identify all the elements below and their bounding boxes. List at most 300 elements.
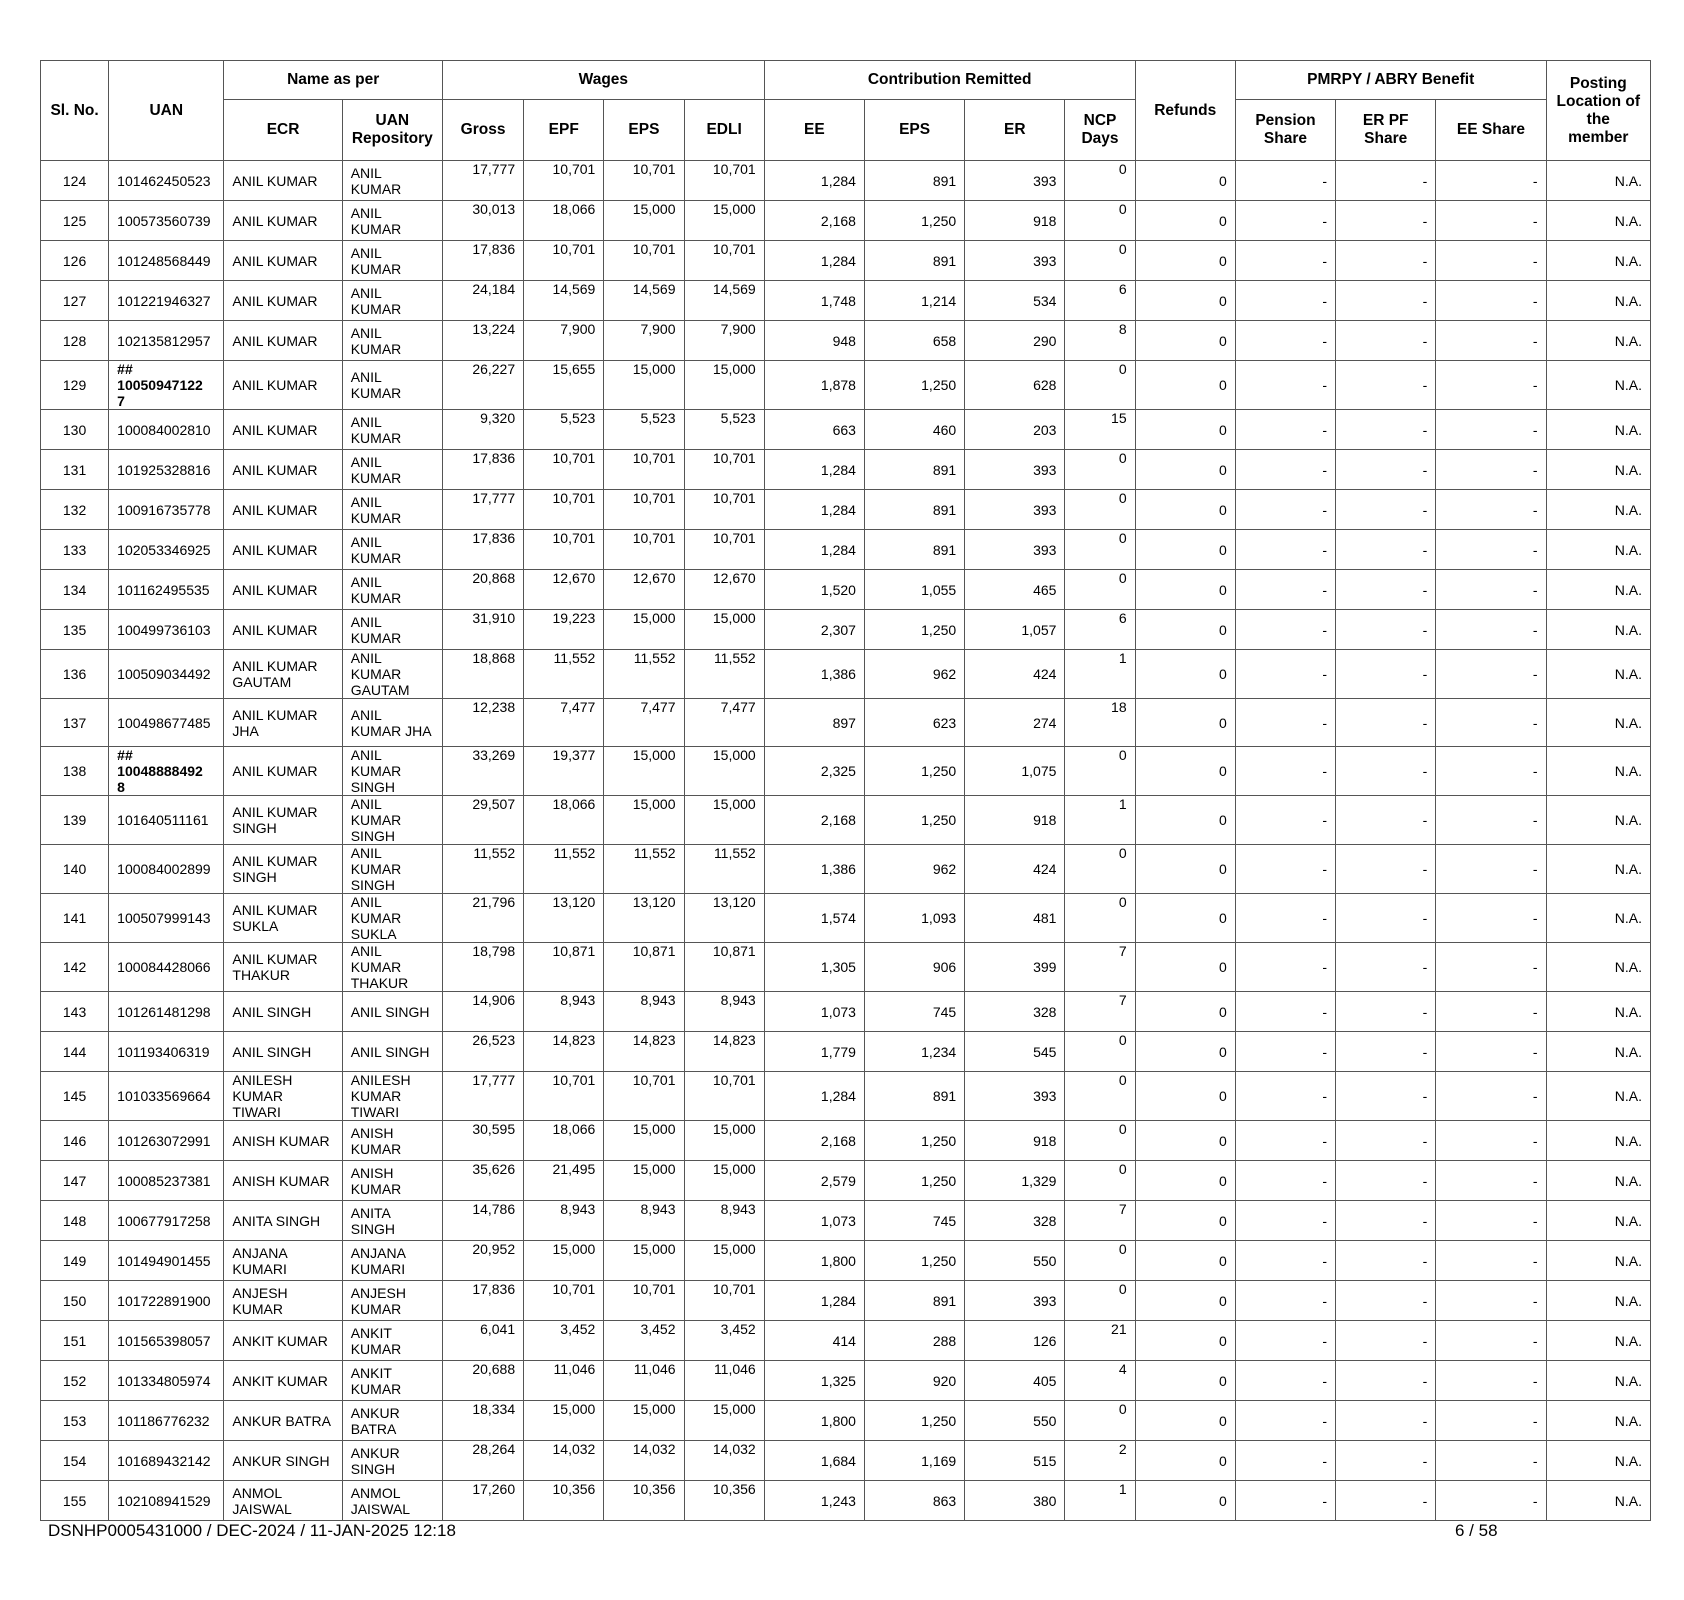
table-row xyxy=(41,1161,1651,1201)
cell-pension-share: - xyxy=(1235,1032,1335,1072)
cell-gross: 29,507 xyxy=(442,796,523,845)
cell-er: 328 xyxy=(965,1201,1065,1241)
cell-edli: 15,000 xyxy=(684,1241,764,1281)
cell-contribution-eps: 288 xyxy=(864,1321,964,1361)
cell-ee-share: - xyxy=(1436,1361,1546,1401)
table-row xyxy=(41,992,1651,1032)
cell-name-ecr: ANKIT KUMAR xyxy=(224,1321,342,1361)
cell-eps: 15,000 xyxy=(604,610,684,650)
table-row xyxy=(41,747,1651,796)
cell-er-pf-share: - xyxy=(1336,1481,1436,1521)
cell-contribution-eps: 1,250 xyxy=(864,796,964,845)
cell-name-uan-repository: ANIL KUMAR xyxy=(342,570,442,610)
cell-name-ecr: ANIL KUMAR xyxy=(224,747,342,796)
cell-pension-share: - xyxy=(1235,796,1335,845)
cell-ncp-days: 0 xyxy=(1065,1032,1135,1072)
cell-contribution-eps: 891 xyxy=(864,161,964,201)
cell-ee-share: - xyxy=(1436,410,1546,450)
cell-sl-no: 143 xyxy=(41,992,109,1032)
cell-eps: 15,000 xyxy=(604,1401,684,1441)
cell-er-pf-share: - xyxy=(1336,1241,1436,1281)
cell-uan: 100499736103 xyxy=(109,610,224,650)
cell-edli: 15,000 xyxy=(684,796,764,845)
cell-posting-location: N.A. xyxy=(1546,201,1650,241)
cell-refunds: 0 xyxy=(1135,1361,1235,1401)
cell-refunds: 0 xyxy=(1135,747,1235,796)
cell-eps: 15,000 xyxy=(604,1241,684,1281)
cell-name-ecr: ANKUR BATRA xyxy=(224,1401,342,1441)
cell-name-uan-repository: ANIL KUMAR xyxy=(342,410,442,450)
cell-ncp-days: 6 xyxy=(1065,610,1135,650)
cell-name-ecr: ANIL KUMAR SINGH xyxy=(224,845,342,894)
cell-edli: 10,356 xyxy=(684,1481,764,1521)
cell-contribution-eps: 891 xyxy=(864,490,964,530)
cell-refunds: 0 xyxy=(1135,1072,1235,1121)
cell-refunds: 0 xyxy=(1135,1321,1235,1361)
table-row xyxy=(41,1481,1651,1521)
cell-gross: 26,523 xyxy=(442,1032,523,1072)
uan-flagged-part: 7 xyxy=(117,393,125,409)
cell-ee: 1,520 xyxy=(764,570,864,610)
cell-refunds: 0 xyxy=(1135,943,1235,992)
cell-er: 393 xyxy=(965,530,1065,570)
cell-pension-share: - xyxy=(1235,241,1335,281)
cell-sl-no: 145 xyxy=(41,1072,109,1121)
cell-eps: 11,552 xyxy=(604,650,684,699)
cell-edli: 15,000 xyxy=(684,1161,764,1201)
cell-ee-share: - xyxy=(1436,321,1546,361)
cell-ee-share: - xyxy=(1436,241,1546,281)
cell-refunds: 0 xyxy=(1135,530,1235,570)
table-body xyxy=(41,161,1651,1521)
cell-pension-share: - xyxy=(1235,530,1335,570)
cell-eps: 15,000 xyxy=(604,747,684,796)
cell-pension-share: - xyxy=(1235,845,1335,894)
cell-er-pf-share: - xyxy=(1336,570,1436,610)
cell-gross: 30,013 xyxy=(442,201,523,241)
table-row xyxy=(41,490,1651,530)
cell-gross: 17,836 xyxy=(442,450,523,490)
cell-refunds: 0 xyxy=(1135,1121,1235,1161)
cell-pension-share: - xyxy=(1235,894,1335,943)
cell-ncp-days: 2 xyxy=(1065,1441,1135,1481)
cell-sl-no: 137 xyxy=(41,699,109,747)
cell-posting-location: N.A. xyxy=(1546,1072,1650,1121)
page-number: 6 / 58 xyxy=(1455,1521,1498,1540)
cell-uan: 101640511161 xyxy=(109,796,224,845)
cell-ncp-days: 7 xyxy=(1065,992,1135,1032)
cell-er: 1,329 xyxy=(965,1161,1065,1201)
cell-uan: 101221946327 xyxy=(109,281,224,321)
cell-posting-location: N.A. xyxy=(1546,410,1650,450)
cell-refunds: 0 xyxy=(1135,281,1235,321)
cell-er-pf-share: - xyxy=(1336,530,1436,570)
cell-ee: 1,779 xyxy=(764,1032,864,1072)
cell-eps: 14,823 xyxy=(604,1032,684,1072)
cell-er-pf-share: - xyxy=(1336,241,1436,281)
cell-er-pf-share: - xyxy=(1336,1072,1436,1121)
cell-epf: 10,871 xyxy=(524,943,604,992)
cell-contribution-eps: 1,250 xyxy=(864,747,964,796)
cell-ee-share: - xyxy=(1436,570,1546,610)
cell-name-ecr: ANKUR SINGH xyxy=(224,1441,342,1481)
cell-uan: 101033569664 xyxy=(109,1072,224,1121)
cell-er: 203 xyxy=(965,410,1065,450)
cell-edli: 15,000 xyxy=(684,610,764,650)
cell-ee: 1,305 xyxy=(764,943,864,992)
cell-posting-location: N.A. xyxy=(1546,747,1650,796)
cell-posting-location: N.A. xyxy=(1546,1201,1650,1241)
cell-pension-share: - xyxy=(1235,281,1335,321)
cell-name-ecr: ANIL KUMAR THAKUR xyxy=(224,943,342,992)
cell-ee: 1,386 xyxy=(764,650,864,699)
table-row xyxy=(41,1281,1651,1321)
cell-ee: 663 xyxy=(764,410,864,450)
cell-pension-share: - xyxy=(1235,201,1335,241)
cell-refunds: 0 xyxy=(1135,1241,1235,1281)
cell-er: 290 xyxy=(965,321,1065,361)
cell-epf: 18,066 xyxy=(524,201,604,241)
cell-er: 550 xyxy=(965,1241,1065,1281)
cell-ee-share: - xyxy=(1436,796,1546,845)
cell-er-pf-share: - xyxy=(1336,747,1436,796)
cell-edli: 10,701 xyxy=(684,1281,764,1321)
cell-ee-share: - xyxy=(1436,161,1546,201)
cell-gross: 11,552 xyxy=(442,845,523,894)
cell-name-ecr: ANIL KUMAR xyxy=(224,450,342,490)
cell-posting-location: N.A. xyxy=(1546,1361,1650,1401)
cell-eps: 10,356 xyxy=(604,1481,684,1521)
cell-ncp-days: 0 xyxy=(1065,1281,1135,1321)
cell-refunds: 0 xyxy=(1135,241,1235,281)
cell-name-ecr: ANITA SINGH xyxy=(224,1201,342,1241)
cell-gross: 6,041 xyxy=(442,1321,523,1361)
cell-name-uan-repository: ANIL KUMAR JHA xyxy=(342,699,442,747)
table-row xyxy=(41,281,1651,321)
cell-ee-share: - xyxy=(1436,1241,1546,1281)
cell-contribution-eps: 1,250 xyxy=(864,1241,964,1281)
cell-gross: 17,777 xyxy=(442,490,523,530)
cell-refunds: 0 xyxy=(1135,161,1235,201)
cell-edli: 3,452 xyxy=(684,1321,764,1361)
cell-posting-location: N.A. xyxy=(1546,650,1650,699)
cell-gross: 21,796 xyxy=(442,894,523,943)
cell-eps: 15,000 xyxy=(604,1161,684,1201)
cell-er-pf-share: - xyxy=(1336,1281,1436,1321)
cell-posting-location: N.A. xyxy=(1546,361,1650,410)
cell-posting-location: N.A. xyxy=(1546,1241,1650,1281)
cell-name-uan-repository: ANIL KUMAR xyxy=(342,450,442,490)
cell-er-pf-share: - xyxy=(1336,845,1436,894)
cell-refunds: 0 xyxy=(1135,1161,1235,1201)
cell-ee-share: - xyxy=(1436,361,1546,410)
cell-eps: 14,569 xyxy=(604,281,684,321)
cell-name-ecr: ANIL KUMAR SUKLA xyxy=(224,894,342,943)
cell-sl-no: 148 xyxy=(41,1201,109,1241)
cell-ee: 1,684 xyxy=(764,1441,864,1481)
cell-uan: 100498677485 xyxy=(109,699,224,747)
cell-ee: 1,800 xyxy=(764,1401,864,1441)
cell-name-ecr: ANIL KUMAR GAUTAM xyxy=(224,650,342,699)
cell-name-ecr: ANIL KUMAR JHA xyxy=(224,699,342,747)
cell-ee-share: - xyxy=(1436,1401,1546,1441)
cell-edli: 14,032 xyxy=(684,1441,764,1481)
cell-posting-location: N.A. xyxy=(1546,1321,1650,1361)
cell-ee-share: - xyxy=(1436,1441,1546,1481)
header-wages: Wages xyxy=(442,61,764,100)
cell-ee-share: - xyxy=(1436,894,1546,943)
cell-contribution-eps: 658 xyxy=(864,321,964,361)
cell-eps: 14,032 xyxy=(604,1441,684,1481)
cell-contribution-eps: 745 xyxy=(864,1201,964,1241)
table-row xyxy=(41,943,1651,992)
table-row xyxy=(41,530,1651,570)
table-row xyxy=(41,1401,1651,1441)
cell-contribution-eps: 891 xyxy=(864,530,964,570)
cell-gross: 26,227 xyxy=(442,361,523,410)
cell-sl-no: 140 xyxy=(41,845,109,894)
cell-ee-share: - xyxy=(1436,747,1546,796)
cell-epf: 7,477 xyxy=(524,699,604,747)
cell-pension-share: - xyxy=(1235,1441,1335,1481)
cell-epf: 10,356 xyxy=(524,1481,604,1521)
cell-posting-location: N.A. xyxy=(1546,1441,1650,1481)
cell-edli: 13,120 xyxy=(684,894,764,943)
cell-sl-no: 133 xyxy=(41,530,109,570)
cell-ee: 2,168 xyxy=(764,796,864,845)
cell-ncp-days: 0 xyxy=(1065,450,1135,490)
cell-epf: 5,523 xyxy=(524,410,604,450)
cell-ee: 1,073 xyxy=(764,1201,864,1241)
cell-er: 481 xyxy=(965,894,1065,943)
table-row xyxy=(41,161,1651,201)
cell-uan xyxy=(109,747,224,796)
cell-sl-no: 147 xyxy=(41,1161,109,1201)
cell-ncp-days: 0 xyxy=(1065,1072,1135,1121)
cell-eps: 11,046 xyxy=(604,1361,684,1401)
cell-gross: 24,184 xyxy=(442,281,523,321)
cell-er: 465 xyxy=(965,570,1065,610)
cell-eps: 11,552 xyxy=(604,845,684,894)
cell-er-pf-share: - xyxy=(1336,1401,1436,1441)
cell-refunds: 0 xyxy=(1135,1441,1235,1481)
cell-refunds: 0 xyxy=(1135,1281,1235,1321)
cell-sl-no: 149 xyxy=(41,1241,109,1281)
header-ee: EE xyxy=(764,100,864,161)
cell-name-uan-repository: ANIL KUMAR GAUTAM xyxy=(342,650,442,699)
cell-gross: 17,836 xyxy=(442,530,523,570)
cell-pension-share: - xyxy=(1235,450,1335,490)
cell-gross: 17,836 xyxy=(442,1281,523,1321)
table-row xyxy=(41,1072,1651,1121)
cell-edli: 10,701 xyxy=(684,241,764,281)
cell-er-pf-share: - xyxy=(1336,1121,1436,1161)
cell-contribution-eps: 1,250 xyxy=(864,1161,964,1201)
header-uan-repository: UAN Repository xyxy=(342,100,442,161)
cell-refunds: 0 xyxy=(1135,570,1235,610)
cell-ee: 1,284 xyxy=(764,490,864,530)
cell-epf: 3,452 xyxy=(524,1321,604,1361)
cell-contribution-eps: 891 xyxy=(864,1072,964,1121)
cell-name-ecr: ANIL KUMAR xyxy=(224,281,342,321)
cell-ee: 2,307 xyxy=(764,610,864,650)
table-row xyxy=(41,699,1651,747)
cell-pension-share: - xyxy=(1235,1072,1335,1121)
header-er-pf-share: ER PF Share xyxy=(1336,100,1436,161)
cell-pension-share: - xyxy=(1235,699,1335,747)
cell-pension-share: - xyxy=(1235,1201,1335,1241)
cell-name-uan-repository: ANJANA KUMARI xyxy=(342,1241,442,1281)
cell-epf: 8,943 xyxy=(524,1201,604,1241)
table-row xyxy=(41,570,1651,610)
header-posting-location: Posting Location of the member xyxy=(1546,61,1650,161)
cell-name-ecr: ANKIT KUMAR xyxy=(224,1361,342,1401)
cell-sl-no: 125 xyxy=(41,201,109,241)
cell-epf: 18,066 xyxy=(524,796,604,845)
cell-er: 405 xyxy=(965,1361,1065,1401)
cell-uan: 100509034492 xyxy=(109,650,224,699)
cell-gross: 12,238 xyxy=(442,699,523,747)
cell-posting-location: N.A. xyxy=(1546,321,1650,361)
cell-name-ecr: ANIL KUMAR xyxy=(224,201,342,241)
header-ecr: ECR xyxy=(224,100,342,161)
header-er: ER xyxy=(965,100,1065,161)
cell-uan: 100573560739 xyxy=(109,201,224,241)
cell-contribution-eps: 1,169 xyxy=(864,1441,964,1481)
cell-pension-share: - xyxy=(1235,1281,1335,1321)
cell-eps: 15,000 xyxy=(604,1121,684,1161)
uan-flagged-part: 10048888492 xyxy=(117,763,203,779)
cell-ee-share: - xyxy=(1436,530,1546,570)
cell-gross: 33,269 xyxy=(442,747,523,796)
cell-ncp-days: 21 xyxy=(1065,1321,1135,1361)
cell-eps: 7,900 xyxy=(604,321,684,361)
cell-uan: 101248568449 xyxy=(109,241,224,281)
cell-name-uan-repository: ANIL KUMAR THAKUR xyxy=(342,943,442,992)
table-row xyxy=(41,894,1651,943)
cell-posting-location: N.A. xyxy=(1546,610,1650,650)
cell-epf: 14,032 xyxy=(524,1441,604,1481)
cell-contribution-eps: 745 xyxy=(864,992,964,1032)
cell-uan: 100677917258 xyxy=(109,1201,224,1241)
cell-eps: 5,523 xyxy=(604,410,684,450)
cell-ee: 1,878 xyxy=(764,361,864,410)
header-ee-share: EE Share xyxy=(1436,100,1546,161)
cell-contribution-eps: 863 xyxy=(864,1481,964,1521)
cell-er-pf-share: - xyxy=(1336,1441,1436,1481)
cell-name-uan-repository: ANIL SINGH xyxy=(342,1032,442,1072)
cell-er-pf-share: - xyxy=(1336,699,1436,747)
cell-sl-no: 142 xyxy=(41,943,109,992)
cell-er-pf-share: - xyxy=(1336,281,1436,321)
cell-er-pf-share: - xyxy=(1336,943,1436,992)
cell-pension-share: - xyxy=(1235,321,1335,361)
cell-er: 393 xyxy=(965,490,1065,530)
uan-flagged-part: 8 xyxy=(117,779,125,795)
cell-name-ecr: ANISH KUMAR xyxy=(224,1161,342,1201)
cell-uan: 102108941529 xyxy=(109,1481,224,1521)
cell-posting-location: N.A. xyxy=(1546,796,1650,845)
cell-uan: 101462450523 xyxy=(109,161,224,201)
cell-name-ecr: ANISH KUMAR xyxy=(224,1121,342,1161)
cell-uan: 102053346925 xyxy=(109,530,224,570)
cell-uan: 100916735778 xyxy=(109,490,224,530)
cell-gross: 17,777 xyxy=(442,161,523,201)
cell-edli: 10,701 xyxy=(684,450,764,490)
cell-contribution-eps: 1,250 xyxy=(864,361,964,410)
cell-refunds: 0 xyxy=(1135,321,1235,361)
cell-eps: 15,000 xyxy=(604,796,684,845)
cell-name-uan-repository: ANIL KUMAR xyxy=(342,201,442,241)
cell-pension-share: - xyxy=(1235,1361,1335,1401)
cell-gross: 35,626 xyxy=(442,1161,523,1201)
cell-name-ecr: ANIL KUMAR SINGH xyxy=(224,796,342,845)
cell-name-ecr: ANILESH KUMAR TIWARI xyxy=(224,1072,342,1121)
cell-refunds: 0 xyxy=(1135,845,1235,894)
cell-pension-share: - xyxy=(1235,161,1335,201)
cell-posting-location: N.A. xyxy=(1546,570,1650,610)
cell-contribution-eps: 623 xyxy=(864,699,964,747)
cell-er-pf-share: - xyxy=(1336,1032,1436,1072)
cell-name-uan-repository: ANIL KUMAR SINGH xyxy=(342,796,442,845)
header-contribution-remitted: Contribution Remitted xyxy=(764,61,1135,100)
cell-ee: 2,579 xyxy=(764,1161,864,1201)
cell-er: 393 xyxy=(965,1072,1065,1121)
cell-epf: 14,823 xyxy=(524,1032,604,1072)
cell-sl-no: 141 xyxy=(41,894,109,943)
cell-er: 399 xyxy=(965,943,1065,992)
cell-gross: 17,777 xyxy=(442,1072,523,1121)
cell-epf: 15,000 xyxy=(524,1241,604,1281)
cell-gross: 17,836 xyxy=(442,241,523,281)
cell-ncp-days: 0 xyxy=(1065,1161,1135,1201)
cell-name-uan-repository: ANKIT KUMAR xyxy=(342,1361,442,1401)
cell-name-uan-repository: ANIL KUMAR xyxy=(342,161,442,201)
header-ncp-days: NCP Days xyxy=(1065,100,1135,161)
cell-ee-share: - xyxy=(1436,845,1546,894)
cell-name-ecr: ANIL KUMAR xyxy=(224,410,342,450)
cell-posting-location: N.A. xyxy=(1546,943,1650,992)
cell-ee: 2,168 xyxy=(764,1121,864,1161)
cell-sl-no: 126 xyxy=(41,241,109,281)
cell-name-uan-repository: ANIL KUMAR SINGH xyxy=(342,747,442,796)
cell-refunds: 0 xyxy=(1135,610,1235,650)
table-row xyxy=(41,1321,1651,1361)
cell-contribution-eps: 962 xyxy=(864,650,964,699)
cell-ee-share: - xyxy=(1436,1121,1546,1161)
cell-ee-share: - xyxy=(1436,610,1546,650)
cell-refunds: 0 xyxy=(1135,894,1235,943)
cell-sl-no: 130 xyxy=(41,410,109,450)
cell-edli: 12,670 xyxy=(684,570,764,610)
cell-epf: 19,223 xyxy=(524,610,604,650)
cell-name-ecr: ANIL KUMAR xyxy=(224,490,342,530)
cell-name-ecr: ANIL SINGH xyxy=(224,1032,342,1072)
cell-epf: 11,046 xyxy=(524,1361,604,1401)
cell-ncp-days: 0 xyxy=(1065,894,1135,943)
cell-uan: 101565398057 xyxy=(109,1321,224,1361)
cell-epf: 10,701 xyxy=(524,241,604,281)
cell-contribution-eps: 1,234 xyxy=(864,1032,964,1072)
cell-ncp-days: 0 xyxy=(1065,570,1135,610)
cell-epf: 15,655 xyxy=(524,361,604,410)
cell-name-ecr: ANJESH KUMAR xyxy=(224,1281,342,1321)
cell-ncp-days: 4 xyxy=(1065,1361,1135,1401)
cell-name-uan-repository: ANILESH KUMAR TIWARI xyxy=(342,1072,442,1121)
cell-sl-no: 144 xyxy=(41,1032,109,1072)
cell-edli: 10,701 xyxy=(684,530,764,570)
cell-refunds: 0 xyxy=(1135,1401,1235,1441)
